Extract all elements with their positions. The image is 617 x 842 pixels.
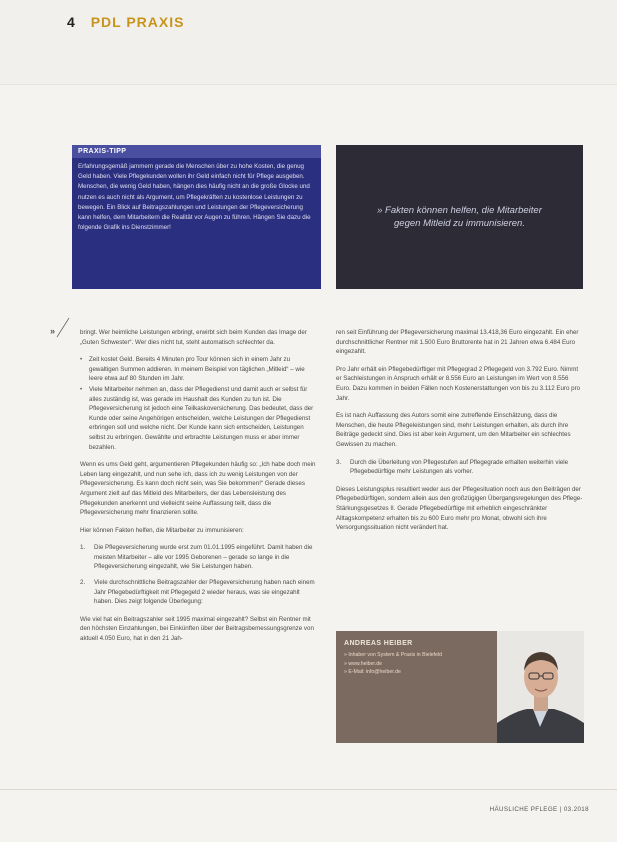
practice-tip-box <box>72 145 321 289</box>
list-text: Die Pflegeversicherung wurde erst zum 01.01.1995 eingeführt. Damit haben die meisten Mitarbeiter – alle vor 1995 Geborenen – gerade so lange in die Pflegeversicherung eingezahlt, wie Sie Leistungen haben. <box>94 544 313 571</box>
list-item <box>80 578 320 607</box>
list-number: 3. <box>336 458 342 466</box>
list-item <box>336 458 584 477</box>
footer-divider <box>0 789 617 790</box>
pull-quote: » Fakten können helfen, die Mitarbeiter gegen Mitleid zu immunisieren. <box>377 205 542 229</box>
tip-text: Erfahrungsgemäß jammern gerade die Menschen über zu hohe Kosten, die genug Geld haben. Viele Pflegekunden wollen ihr Geld einfach nicht für Pflege ausgeben. Menschen, die wenig Geld haben, hängen dies häufig nicht an die große Glocke und nutzen es auch nicht als Argument, um Pflegekräften zu kostenlose Leistungen zu bewegen. Ein Blick auf Beitragszahlungen und Leistungen der Pflegeversicherung kann helfen, dem Mitarbeitern die Realität vor Augen zu führen. Hängen Sie dazu die folgende Grafik ins Dienstzimmer! <box>78 163 311 232</box>
bullet-list <box>80 355 320 452</box>
list-text: Viele durchschnittliche Beitragszahler der Pflegeversicherung haben nach einem Jahr Pflegebedürftigkeit mit Pflegegeld 2 wieder heraus, was sie eingezahlt haben. Dies zeigt folgende Überlegung: <box>94 579 315 606</box>
handwritten-mark <box>54 316 72 338</box>
col1-paragraph-2: Hier können Fakten helfen, die Mitarbeiter zu immunisieren: <box>80 526 244 534</box>
author-detail[interactable]: » E-Mail: info@heiber.de <box>344 669 401 676</box>
page-header <box>67 14 184 30</box>
col2-paragraph-1: ren seit Einführung der Pflegeversicherung maximal 13.418,36 Euro eingezahlt. Ein eher durchschnittlicher Rentner mit 1.500 Euro Bruttorente hat in 21 Jahren etwa 6.484 Euro eingezahlt. <box>336 329 579 356</box>
author-photo <box>497 631 584 743</box>
list-item: • Viele Mitarbeiter nehmen an, dass der Pflegedienst und damit auch er selbst für alles zuständig ist, was gerade im Haushalt des Kunden zu tun ist. Die Pflegeversicherung ist jedoch eine Teilkaskoversicherung. Das bedeutet, dass der Kunde oder seine Angehörigen entscheiden, welche Leistungen der Pflegedienst erbringen soll und welche nicht. Der Kunde kann sich entscheiden, Leistungen selbst zu erbringen. Gewählte und erbrachte Leistungen muss er aber immer bezahlen. <box>80 385 320 452</box>
text-column-right <box>336 328 584 541</box>
list-item <box>80 543 320 572</box>
col1-paragraph-3: Wie viel hat ein Beitragszahler seit 1995 maximal eingezahlt? Selbst ein Rentner mit den höchsten Einzahlungen, bei Einkünften über der Beitragsbemessungsgrenze von aktuell 4.050 Euro, hat in den 21 Jah- <box>80 615 314 643</box>
author-box <box>336 631 497 743</box>
author-portrait-image <box>497 631 584 743</box>
continuation-arrow-icon: » <box>50 326 56 336</box>
numbered-list <box>336 458 584 477</box>
col2-paragraph-4: Dieses Leistungsplus resultiert weder aus der Pflegesituation noch aus den Beiträgen der Pflegebedürftigen, sondern allein aus den großzügigen Übergangsregelungen des Pflege-Stärkungsgesetzes II. Gerade Pflegebedürftige mit erheblich eingeschränkter Alltagskompetenz erhalten bis zu 600 Euro mehr pro Monat, obwohl sich ihre Versorgungssituation nicht verändert hat. <box>336 485 583 532</box>
author-name: ANDREAS HEIBER <box>344 640 413 647</box>
list-text: Durch die Überleitung von Pflegestufen auf Pflegegrade erhalten weiterhin viele Pflegebedürftige mehr Leistungen als vorher. <box>350 458 569 476</box>
section-title: PDL PRAXIS <box>90 14 185 30</box>
col2-paragraph-3: Es ist nach Auffassung des Autors somit eine zutreffende Einschätzung, dass die Menschen, die heute Pflegeleistungen sind, mehr Leistungen erhalten, als durch ihre Beiträge gedeckt sind. Dies ist aber kein Argument, um den Mitarbeiter ein schlechtes Gewissen zu machen. <box>336 412 571 448</box>
list-number: 1. <box>80 544 86 552</box>
col2-paragraph-2: Pro Jahr erhält ein Pflegebedürftiger mit Pflegegrad 2 Pflegegeld von 3.792 Euro. Nimmt er Sachleistungen in Anspruch erhält er 8.556 Euro an Leistungen im Wert von 8.556 Euro. Dazu kommen in beiden Fällen noch Kostenerstattungen von bis zu 3.112 Euro pro Jahr. <box>336 365 581 402</box>
col1-paragraph-1: Wenn es ums Geld geht, argumentieren Pflegekunden häufig so: „Ich habe doch mein Leben lang eingezahlt, und nun sehe ich, dass ich zu wenig Leistungen von der Pflegeversicherung. Es kann doch nicht sein, was Sie bekommen!“ Gerade dieses Argument zielt auf das Mitleid des Mitarbeiters, der das Lebensleistung des Pflegekunden anerkennt und vielleicht seine Auffassung teilt, dass die Pflegeversicherung mehr finanzieren sollte. <box>80 461 316 517</box>
text-column-left <box>80 328 320 652</box>
author-email-link[interactable]: » www.heiber.de <box>344 660 383 667</box>
numbered-list <box>80 543 320 607</box>
list-item: • Zeit kostet Geld. Bereits 4 Minuten pro Tour können sich in einem Jahr zu gewaltigen Summen addieren. In meinem Beispiel von täglichen „Mitleid“ – wie leere etwa auf 80 Stunden im Jahr. <box>80 355 320 384</box>
col1-intro: bringt. Wer heimliche Leistungen erbringt, erwirbt sich beim Kunden das Image der „Guten Schwester“. Wer dies nicht tut, steht automatisch schlechter da. <box>80 329 307 346</box>
tip-label: PRAXIS-TIPP <box>72 145 321 158</box>
pull-quote-box <box>336 145 583 289</box>
top-band <box>0 0 617 85</box>
page-number: 4 <box>67 14 76 30</box>
author-details <box>336 651 497 677</box>
list-number: 2. <box>80 579 86 587</box>
author-detail: » Inhaber von System & Praxis in Bielefeld <box>344 652 443 658</box>
footer-text: HÄUSLICHE PFLEGE | 03.2018 <box>489 806 589 813</box>
